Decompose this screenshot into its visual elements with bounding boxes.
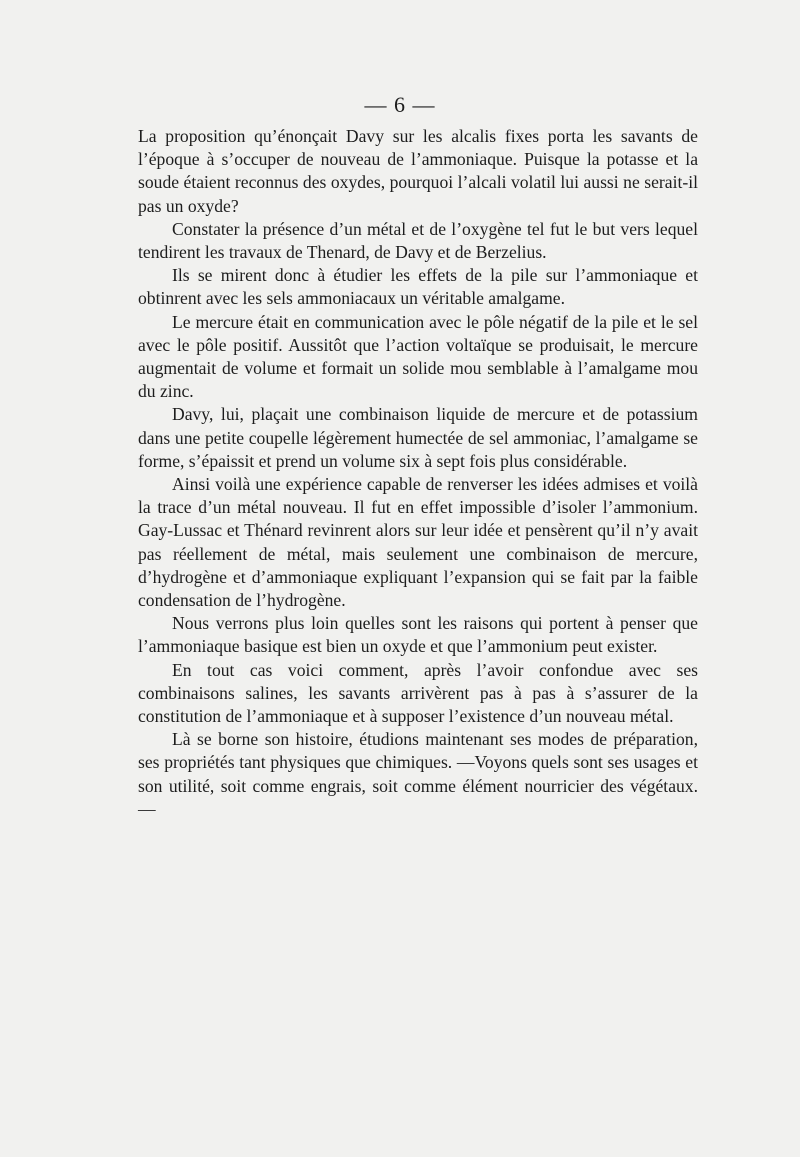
paragraph-6: Ainsi voilà une expérience capable de renverser les idées admises et voilà la trace d’un métal nouveau. Il fut en effet impossible d’isoler l’ammonium. Gay-Lussac et Thénard revinrent alors sur leur idée et pensèrent qu’il n’y avait pas réellement de métal, mais seulement une combinaison de mercure, d’hydrogène et d’ammoniaque expliquant l’expansion qui se fait par la faible condensation de l’hydrogène. <box>138 474 698 611</box>
paragraph-2: Constater la présence d’un métal et de l’oxygène tel fut le but vers lequel tendirent les travaux de Thenard, de Davy et de Berzelius. <box>138 218 698 263</box>
paragraph-3: Ils se mirent donc à étudier les effets de la pile sur l’ammoniaque et obtinrent avec les sels ammoniacaux un véritable amalgame. <box>138 265 698 309</box>
paragraph-7: Nous verrons plus loin quelles sont les raisons qui portent à penser que l’ammoniaque basique est bien un oxyde et que l’ammonium peut exister. <box>138 613 698 657</box>
paragraph-5: Davy, lui, plaçait une combinaison liquide de mercure et de potassium dans une petite coupelle légèrement humectée de sel ammoniac, l’amalgame se forme, s’épaissit et prend un volume six à sept fois plus considérable. <box>138 404 698 471</box>
paragraph-9: Là se borne son histoire, étudions maintenant ses modes de préparation, ses propriétés tant physiques que chimiques. —Voyons quels sont ses usages et son utilité, soit comme engrais, soit comme élément nourricier des végétaux. — <box>138 729 698 819</box>
paragraph-8: En tout cas voici comment, après l’avoir confondue avec ses combinaisons salines, les savants arrivèrent pas à pas à s’assurer de la constitution de l’ammoniaque et à supposer l’existence d’un nouveau métal. <box>138 659 698 727</box>
paragraph-4: Le mercure était en communication avec le pôle négatif de la pile et le sel avec le pôle positif. Aussitôt que l’action voltaïque se produisait, le mercure augmentait de volume et formait un solide mou semblable à l’amalgame mou du zinc. <box>138 311 698 402</box>
page-number: — 6 — <box>364 92 436 117</box>
paragraph-1: La proposition qu’énonçait Davy sur les alcalis fixes porta les savants de l’époque à s’occuper de nouveau de l’ammoniaque. Puisque la potasse et la soude étaient reconnus des oxydes, pourquoi l’alcali volatil lui aussi ne serait-il pas un oxyde? <box>138 126 698 216</box>
text-body <box>138 125 698 821</box>
